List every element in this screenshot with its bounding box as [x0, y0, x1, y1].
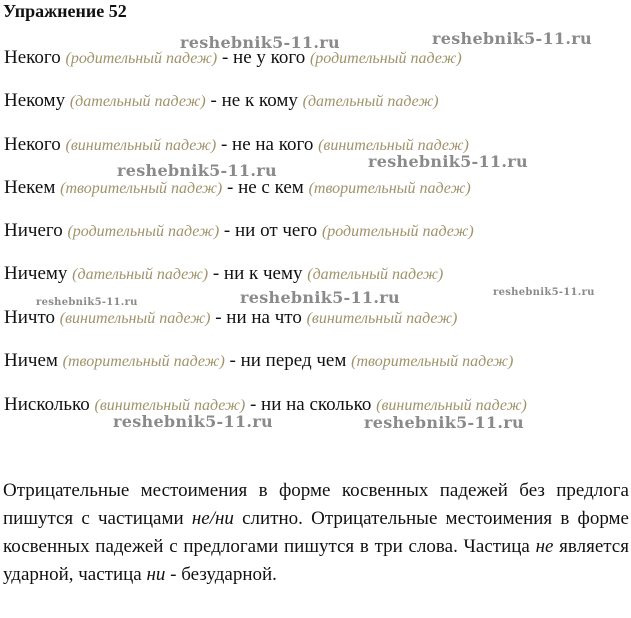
- case-label: (винительный падеж): [65, 137, 217, 154]
- dash: -: [221, 47, 229, 68]
- pronoun-word: Некого: [4, 134, 61, 155]
- watermark: reshebnik5-11.ru: [240, 288, 400, 307]
- rule-text-2: слитно. Отрицательные местоимения в форме косвенных падежей с предлогами пишутся в три слова. Частица: [3, 508, 629, 557]
- watermark: reshebnik5-11.ru: [368, 152, 528, 171]
- case-label: (дательный падеж): [307, 266, 444, 283]
- watermark: reshebnik5-11.ru: [113, 412, 273, 431]
- dash: -: [220, 134, 228, 155]
- exercise-title: Упражнение 52: [3, 1, 127, 21]
- prepositional-phrase: ни от чего: [234, 220, 318, 241]
- case-label: (родительный падеж): [65, 50, 218, 67]
- watermark: reshebnik5-11.ru: [36, 297, 138, 308]
- pronoun-word: Некому: [4, 90, 66, 111]
- prepositional-phrase: не у кого: [233, 47, 306, 68]
- case-label: (винительный падеж): [376, 397, 527, 414]
- pronoun-row: [4, 90, 439, 113]
- case-label: (родительный падеж): [67, 223, 220, 240]
- dash: -: [212, 263, 220, 284]
- dash: -: [210, 90, 217, 111]
- watermark: reshebnik5-11.ru: [493, 287, 595, 298]
- case-label: (родительный падеж): [309, 50, 462, 67]
- dash: -: [223, 220, 231, 241]
- rule-text-3: является ударной, частица: [3, 536, 629, 585]
- pronoun-word: Ничем: [4, 350, 58, 371]
- rule-particle-ni: ни: [146, 564, 166, 585]
- prepositional-phrase: ни на что: [226, 307, 302, 328]
- pronoun-row: [4, 263, 443, 286]
- case-label: (винительный падеж): [306, 310, 458, 327]
- case-label: (дательный падеж): [72, 266, 209, 283]
- watermark: reshebnik5-11.ru: [432, 29, 592, 48]
- pronoun-word: Ничто: [4, 307, 55, 328]
- watermark: reshebnik5-11.ru: [364, 413, 524, 432]
- prepositional-phrase: ни перед чем: [240, 350, 347, 371]
- case-label: (дательный падеж): [302, 93, 439, 110]
- rule-text-4: - безударной.: [165, 564, 277, 585]
- pronoun-word: Ничему: [4, 263, 68, 284]
- watermark: reshebnik5-11.ru: [117, 161, 277, 180]
- case-label: (винительный падеж): [318, 137, 469, 154]
- rule-particle-ne: не: [535, 536, 554, 557]
- rule-paragraph: [3, 477, 629, 589]
- pronoun-row: [4, 177, 471, 200]
- rule-text-1: Отрицательные местоимения в форме косвенных падежей без предлога пишутся с частицами: [3, 480, 629, 529]
- prepositional-phrase: не к кому: [221, 90, 298, 111]
- case-label: (творительный падеж): [308, 180, 471, 197]
- case-label: (творительный падеж): [351, 353, 514, 370]
- case-label: (винительный падеж): [94, 397, 246, 414]
- pronoun-row: [4, 220, 474, 243]
- pronoun-row: [4, 307, 457, 330]
- case-label: (родительный падеж): [321, 223, 474, 240]
- pronoun-word: Ничего: [4, 220, 63, 241]
- case-label: (винительный падеж): [59, 310, 211, 327]
- watermark: reshebnik5-11.ru: [180, 33, 340, 52]
- dash: -: [226, 177, 234, 198]
- case-label: (творительный падеж): [60, 180, 223, 197]
- pronoun-word: Некем: [4, 177, 56, 198]
- dash: -: [215, 307, 222, 328]
- case-label: (дательный падеж): [69, 93, 206, 110]
- prepositional-phrase: не на кого: [232, 134, 314, 155]
- dash: -: [229, 350, 236, 371]
- dash: -: [249, 394, 257, 415]
- rule-particle-ne-ni: не/ни: [191, 508, 234, 529]
- pronoun-word: Нисколько: [4, 394, 90, 415]
- pronoun-word: Некого: [4, 47, 61, 68]
- prepositional-phrase: не с кем: [238, 177, 304, 198]
- case-label: (творительный падеж): [62, 353, 225, 370]
- prepositional-phrase: ни на сколько: [261, 394, 372, 415]
- prepositional-phrase: ни к чему: [223, 263, 303, 284]
- pronoun-row: [4, 350, 513, 373]
